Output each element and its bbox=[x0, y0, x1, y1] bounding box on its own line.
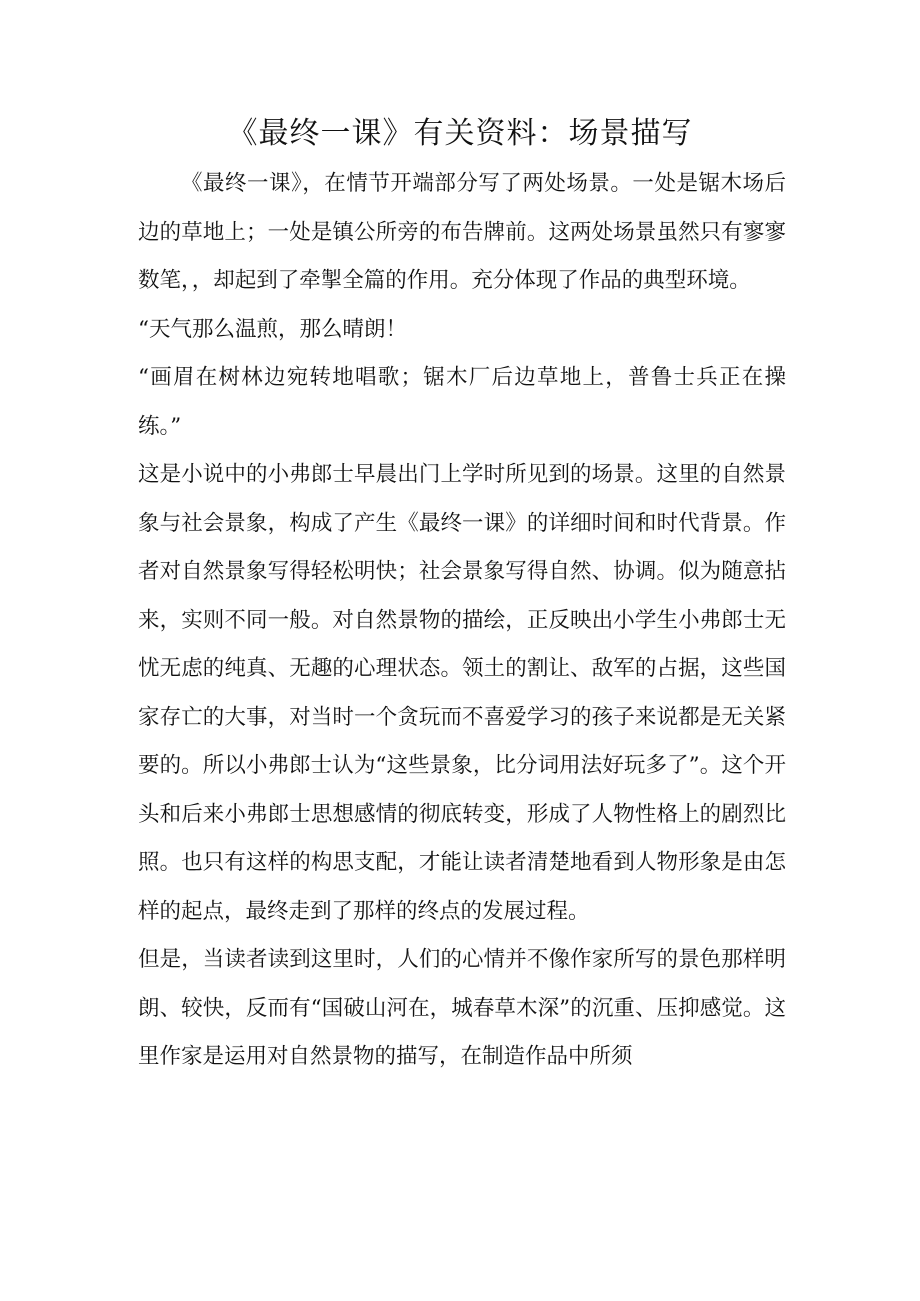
paragraph-analysis: 这是小说中的小弗郎士早晨出门上学时所见到的场景。这里的自然景象与社会景象，构成了产生《最终一课》的详细时间和时代背景。作者对自然景象写得轻松明快；社会景象写得自然、协调。似为随意拈来，实则不同一般。对自然景物的描绘，正反映出小学生小弗郎士无忧无虑的纯真、无趣的心理状态。领土的割让、敌军的占据，这些国家存亡的大事，对当时一个贪玩而不喜爱学习的孩子来说都是无关紧要的。所以小弗郎士认为“这些景象，比分词用法好玩多了”。这个开头和后来小弗郎士思想感情的彻底转变，形成了人物性格上的剧烈比照。也只有这样的构思支配，才能让读者清楚地看到人物形象是由怎样的起点，最终走到了那样的终点的发展过程。 bbox=[138, 462, 786, 924]
paragraph-intro: 《最终一课》，在情节开端部分写了两处场景。一处是锯木场后边的草地上；一处是镇公所旁的布告牌前。这两处场景虽然只有寥寥数笔，，却起到了牵掣全篇的作用。充分体现了作品的典型环境。 bbox=[138, 171, 786, 293]
paragraph-quote-thrush: “画眉在树林边宛转地唱歌；锯木厂后边草地上，普鲁士兵正在操练。” bbox=[138, 365, 786, 439]
paragraph-quote-weather: “天气那么温煎，那么晴朗！ bbox=[138, 316, 407, 342]
document-body bbox=[138, 160, 786, 1082]
paragraph-mood: 但是，当读者读到这里时，人们的心情并不像作家所写的景色那样明朗、较快，反而有“国破山河在，城春草木深”的沉重、压抑感觉。这里作家是运用对自然景物的描写，在制造作品中所须 bbox=[138, 947, 786, 1069]
document-title: 《最终一课》有关资料：场景描写 bbox=[227, 116, 693, 151]
